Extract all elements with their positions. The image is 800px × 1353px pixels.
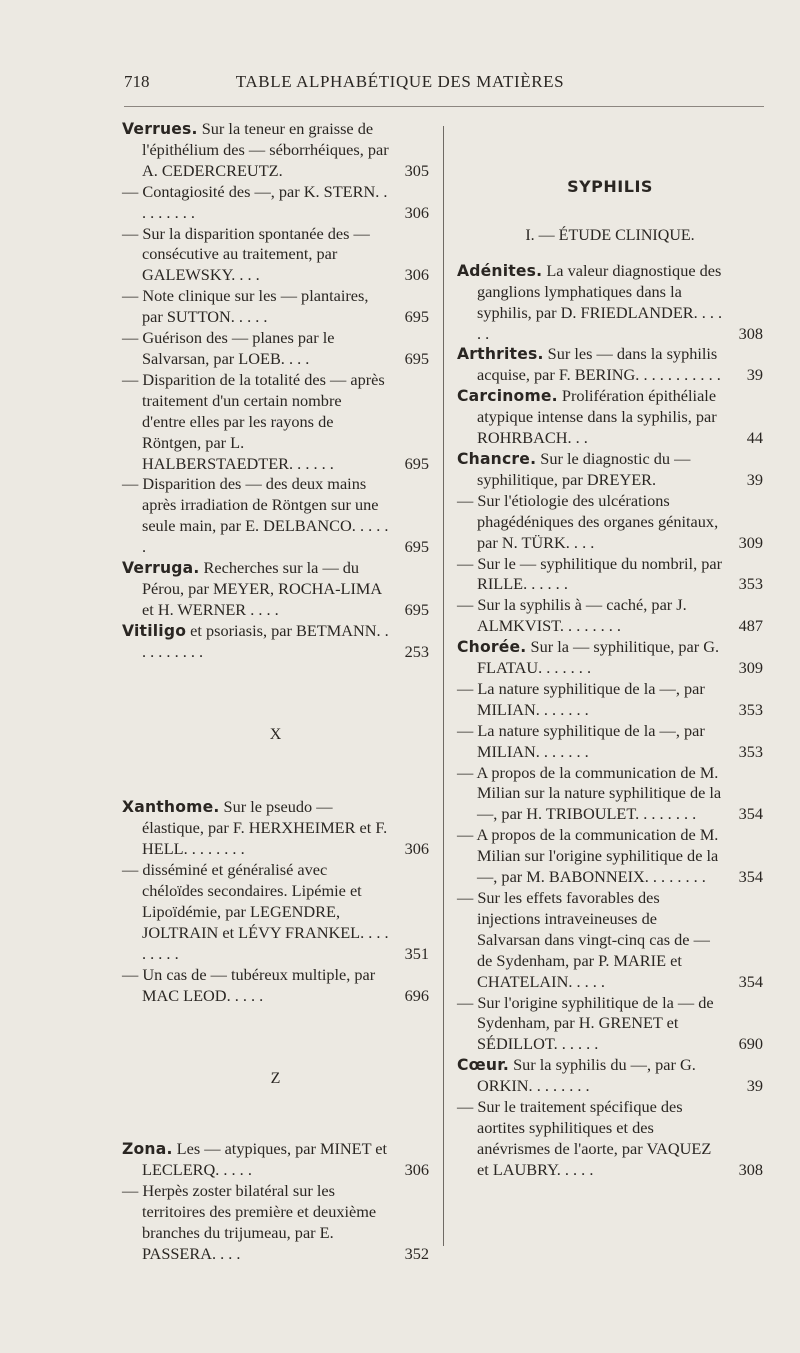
page-ref: 351 — [404, 943, 429, 963]
page-ref: 696 — [404, 985, 429, 1005]
entry-keyword: Carcinome. — [457, 387, 558, 406]
entry-text: — Un cas de — tubéreux multiple, par MAC LEOD. . . . . — [122, 964, 376, 1005]
entry-text: — A propos de la communication de M. Milian sur l'origine syphilitique de la —, par M. BABONNEIX. . . . . . . . — [457, 825, 719, 887]
index-entry — [457, 386, 763, 449]
entry-text: — Herpès zoster bilatéral sur les territoires des première et deuxième branches du trijumeau, par E. PASSERA. . . . — [122, 1181, 377, 1263]
index-entry — [122, 119, 429, 182]
index-entry — [122, 224, 429, 287]
running-header — [0, 72, 800, 98]
entry-text: Sur la — syphilitique, par G. FLATAU. . . . . . . — [477, 637, 720, 678]
entry-keyword: Cœur. — [457, 1056, 509, 1075]
running-title: TABLE ALPHABÉTIQUE DES MATIÈRES — [235, 72, 565, 91]
entry-keyword: Arthrites. — [457, 345, 544, 364]
entry-text: Les — atypiques, par MINET et LECLERQ. . . . . — [142, 1139, 388, 1180]
index-entry — [122, 558, 429, 621]
index-entry — [122, 286, 429, 328]
page-ref: 44 — [746, 428, 763, 448]
entry-text: Sur les — dans la syphilis acquise, par F. BERING. . . . . . . . . . . — [477, 344, 721, 385]
entry-text: — Sur la syphilis à — caché, par J. ALMKVIST. . . . . . . . — [457, 595, 687, 636]
page-ref: 695 — [404, 453, 429, 473]
page-ref: 695 — [404, 307, 429, 327]
entry-keyword: Zona. — [122, 1140, 173, 1159]
index-entry — [457, 1055, 763, 1097]
page-ref: 305 — [404, 160, 429, 180]
index-entry — [122, 1181, 429, 1265]
left-column — [122, 119, 429, 1265]
page-ref: 308 — [738, 323, 763, 343]
index-entry — [122, 370, 429, 475]
page-ref: 306 — [404, 1160, 429, 1180]
entry-text: — Sur le — syphilitique du nombril, par RILLE. . . . . . — [457, 553, 722, 594]
page-ref: 309 — [738, 532, 763, 552]
index-entry — [457, 763, 763, 826]
page-ref: 352 — [404, 1243, 429, 1263]
page-ref: 308 — [738, 1159, 763, 1179]
page-ref: 695 — [404, 599, 429, 619]
entry-keyword: Chorée. — [457, 638, 527, 657]
entry-keyword: Verruga. — [122, 559, 200, 578]
page-ref: 309 — [738, 658, 763, 678]
entry-text: — Guérison des — planes par le Salvarsan, par LOEB. . . . — [122, 328, 335, 368]
index-entry — [122, 328, 429, 370]
page-ref: 354 — [738, 971, 763, 991]
page-ref: 354 — [738, 804, 763, 824]
index-entry — [122, 860, 429, 965]
entry-text: — A propos de la communication de M. Milian sur la nature syphilitique de la —, par H. TRIBOULET. . . . . . . . — [457, 762, 722, 824]
entry-text: — La nature syphilitique de la —, par MILIAN. . . . . . . — [457, 720, 705, 761]
index-entry — [457, 1097, 763, 1181]
page-ref: 39 — [746, 365, 763, 385]
index-entry — [122, 182, 429, 224]
entry-text: — Disparition de la totalité des — après traitement d'un certain nombre d'entre elles par les rayons de Röntgen, par L. HALBERSTAEDTER. . . . . . — [122, 369, 385, 473]
column-divider — [443, 126, 444, 1246]
page-ref: 487 — [738, 616, 763, 636]
index-entry — [122, 797, 429, 860]
page-ref: 39 — [746, 1076, 763, 1096]
entry-text: — Sur l'origine syphilitique de la — de Sydenham, par H. GRENET et SÉDILLOT. . . . . . — [457, 992, 714, 1054]
entry-keyword: Vitiligo — [122, 621, 187, 640]
entry-text: Sur la teneur en graisse de l'épithélium des — séborrhéiques, par A. CEDERCREUTZ. — [142, 119, 389, 180]
index-entry — [457, 721, 763, 763]
index-entry — [457, 679, 763, 721]
section-heading: SYPHILIS — [567, 177, 653, 196]
entry-text: et psoriasis, par BETMANN. . . . . . . . . . — [142, 620, 389, 661]
page-ref: 354 — [738, 867, 763, 887]
index-entry — [457, 344, 763, 386]
entry-text: — Sur la disparition spontanée des — consécutive au traitement, par GALEWSKY. . . . — [122, 223, 370, 285]
page-ref: 353 — [738, 699, 763, 719]
entry-keyword: Chancre. — [457, 449, 537, 468]
section-subheading: I. — ÉTUDE CLINIQUE. — [525, 226, 695, 244]
index-entry — [457, 825, 763, 888]
entry-keyword: Adénites. — [457, 261, 543, 280]
entry-text: — Sur l'étiologie des ulcérations phagédéniques des organes génitaux, par N. TÜRK. . . . — [457, 490, 719, 552]
index-entry — [457, 993, 763, 1056]
entry-keyword: Xanthome. — [122, 798, 220, 817]
index-entry — [457, 595, 763, 637]
index-entry — [122, 474, 429, 558]
index-entry — [122, 1139, 429, 1181]
right-column — [457, 119, 763, 1181]
entry-text: Prolifération épithéliale atypique intense dans la syphilis, par ROHRBACH. . . — [477, 386, 717, 448]
section-letter-x: X — [269, 725, 282, 743]
index-entry — [457, 888, 763, 993]
page-ref: 353 — [738, 741, 763, 761]
index-entry — [457, 261, 763, 345]
entry-text: — Contagiosité des —, par K. STERN. . . . . . . . . — [122, 181, 388, 222]
entry-text: — Disparition des — des deux mains après irradiation de Röntgen sur une seule main, par E. DELBANCO. . . . . . — [122, 474, 389, 557]
index-entry — [457, 491, 763, 554]
page-ref: 253 — [404, 641, 429, 661]
index-entry — [457, 637, 763, 679]
entry-text: La valeur diagnostique des ganglions lymphatiques dans la syphilis, par D. FRIEDLANDER. . . . . . — [477, 260, 723, 343]
entry-text: — La nature syphilitique de la —, par MILIAN. . . . . . . — [457, 678, 705, 719]
entry-text: — Sur les effets favorables des injections intraveineuses de Salvarsan dans vingt-cinq cas de — de Sydenham, par P. MARIE et CHATELAIN. . . . . — [457, 888, 710, 991]
page-ref: 353 — [738, 574, 763, 594]
entry-text: — Note clinique sur les — plantaires, par SUTTON. . . . . — [122, 286, 369, 327]
index-entry — [122, 621, 429, 663]
entry-text: — Sur le traitement spécifique des aortites syphilitiques et des anévrismes de l'aorte, par VAQUEZ et LAUBRY. . . . . — [457, 1097, 712, 1179]
entry-text: — disséminé et généralisé avec chéloïdes secondaires. Lipémie et Lipoïdémie, par LEGENDRE, JOLTRAIN et LÉVY FRANKEL. . . . . . . . . — [122, 860, 389, 963]
entry-text: Sur le pseudo — élastique, par F. HERXHEIMER et F. HELL. . . . . . . . — [142, 797, 388, 859]
entry-text: Sur le diagnostic du — syphilitique, par DREYER. — [477, 448, 691, 489]
page-number: 718 — [124, 72, 150, 91]
entry-text: Recherches sur la — du Pérou, par MEYER, ROCHA-LIMA et H. WERNER . . . . — [142, 558, 382, 619]
index-entry — [457, 449, 763, 491]
index-entry — [122, 965, 429, 1007]
page-ref: 306 — [404, 265, 429, 285]
page-ref: 306 — [404, 202, 429, 222]
entry-keyword: Verrues. — [122, 120, 198, 138]
entry-text: Sur la syphilis du —, par G. ORKIN. . . . . . . . — [477, 1055, 696, 1096]
section-letter-z: Z — [270, 1069, 281, 1087]
page-ref: 39 — [746, 469, 763, 489]
page-ref: 695 — [404, 537, 429, 557]
index-entry — [457, 554, 763, 596]
page-ref: 690 — [738, 1034, 763, 1054]
page-ref: 695 — [404, 348, 429, 368]
page-ref: 306 — [404, 839, 429, 859]
header-rule — [124, 106, 764, 107]
